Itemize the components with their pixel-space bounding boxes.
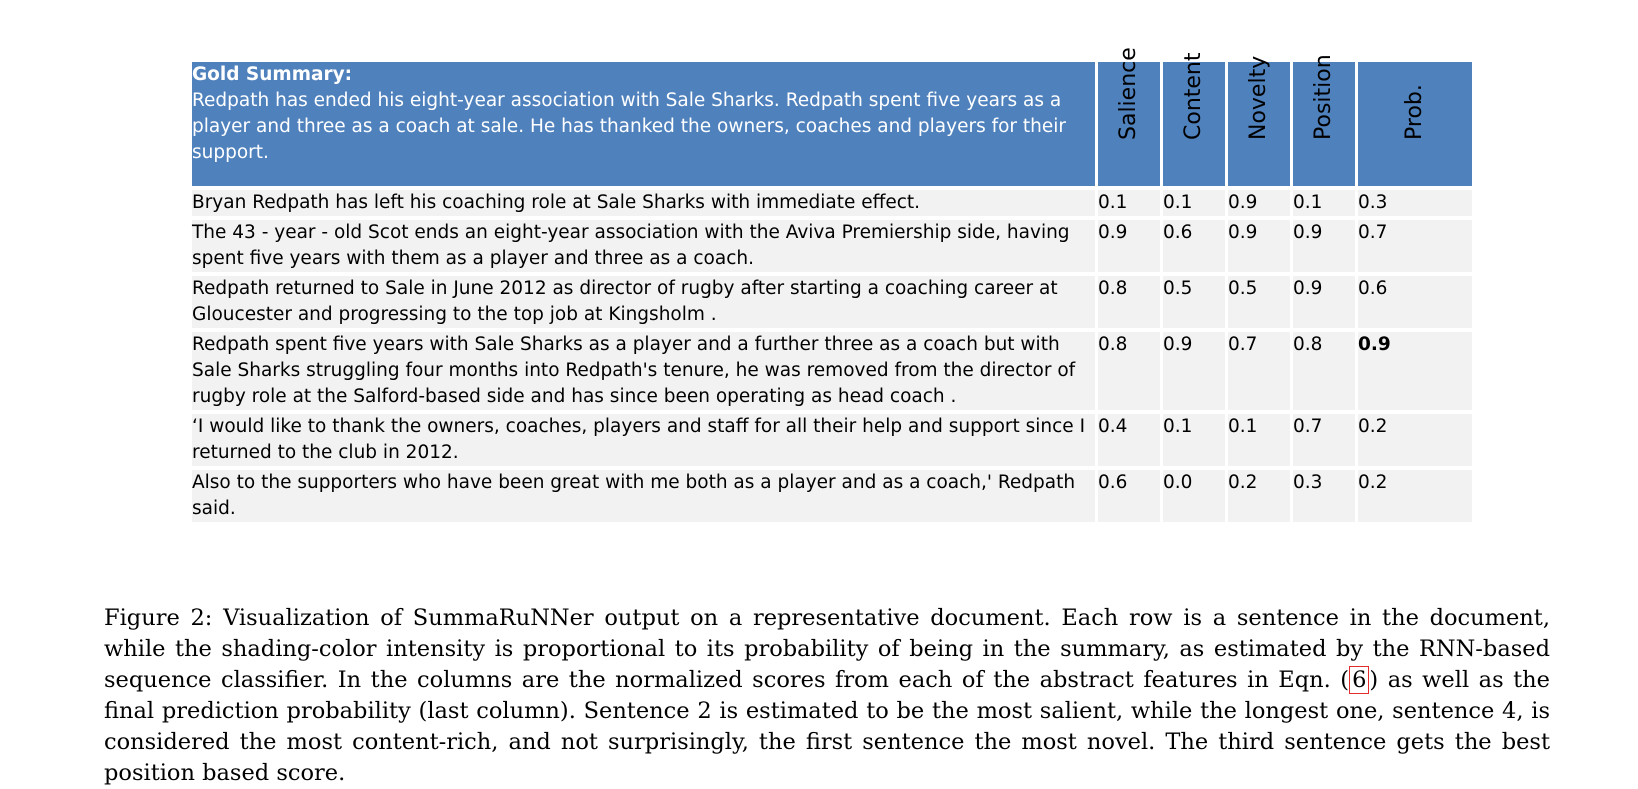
column-label: Salience — [1116, 47, 1141, 140]
score-cell: 0.1 — [1163, 190, 1228, 220]
table-row — [192, 470, 1472, 526]
score-cell: 0.4 — [1098, 414, 1163, 470]
caption-label: Figure 2: — [104, 605, 213, 631]
score-cell: 0.9 — [1293, 276, 1358, 332]
score-cell: 0.1 — [1293, 190, 1358, 220]
sentence-cell: The 43 - year - old Scot ends an eight-year association with the Aviva Premiership side, having spent five years with them as a player and three as a coach. — [192, 220, 1098, 276]
table-row — [192, 414, 1472, 470]
score-cell: 0.9 — [1293, 220, 1358, 276]
sentence-cell: Bryan Redpath has left his coaching role at Sale Sharks with immediate effect. — [192, 190, 1098, 220]
score-cell: 0.5 — [1228, 276, 1293, 332]
score-cell: 0.6 — [1098, 470, 1163, 526]
score-cell: 0.8 — [1293, 332, 1358, 414]
figure-table — [192, 47, 1472, 526]
score-cell-highlight: 0.9 — [1358, 332, 1472, 414]
score-cell: 0.9 — [1098, 220, 1163, 276]
score-cell: 0.1 — [1228, 414, 1293, 470]
caption-text-continued: ) as well as the final prediction probability (last column). Sentence 2 is estimated to be the most salient, while the longest one, sentence 4, is considered the most content-rich, and not surprisingly, the first sentence the most novel. The third sentence gets the best position based score. — [104, 667, 1550, 786]
score-cell: 0.9 — [1163, 332, 1228, 414]
score-cell: 0.7 — [1358, 220, 1472, 276]
column-header-novelty — [1228, 55, 1293, 190]
column-header-salience — [1098, 47, 1163, 190]
sentence-cell: Redpath spent five years with Sale Sharks as a player and a further three as a coach but with Sale Sharks struggling four months into Redpath's tenure, he was removed from the director of rugby role at the Salford-based side and has since been operating as head coach . — [192, 332, 1098, 414]
table-row — [192, 190, 1472, 220]
score-cell: 0.2 — [1228, 470, 1293, 526]
score-cell: 0.9 — [1228, 220, 1293, 276]
table-row — [192, 276, 1472, 332]
score-cell: 0.3 — [1293, 470, 1358, 526]
score-cell: 0.8 — [1098, 276, 1163, 332]
column-label: Novelty — [1246, 55, 1271, 140]
score-cell: 0.2 — [1358, 414, 1472, 470]
table-row — [192, 332, 1472, 414]
sentence-cell: Redpath returned to Sale in June 2012 as director of rugby after starting a coaching career at Gloucester and progressing to the top job at Kingsholm . — [192, 276, 1098, 332]
gold-summary-cell — [192, 62, 1098, 190]
table-row — [192, 220, 1472, 276]
gold-summary-text: Redpath has ended his eight-year association with Sale Sharks. Redpath spent five years as a player and three as a coach at sale. He has thanked the owners, coaches and players for their support. — [192, 90, 1067, 163]
score-cell: 0.3 — [1358, 190, 1472, 220]
score-cell: 0.6 — [1358, 276, 1472, 332]
figure-caption — [104, 603, 1550, 789]
column-label: Content — [1181, 52, 1206, 140]
score-cell: 0.5 — [1163, 276, 1228, 332]
column-label: Prob. — [1402, 84, 1427, 140]
score-cell: 0.9 — [1228, 190, 1293, 220]
score-cell: 0.8 — [1098, 332, 1163, 414]
score-cell: 0.1 — [1163, 414, 1228, 470]
column-header-content — [1163, 52, 1228, 190]
score-cell: 0.6 — [1163, 220, 1228, 276]
sentence-cell: Also to the supporters who have been great with me both as a player and as a coach,' Redpath said. — [192, 470, 1098, 526]
sentence-cell: ‘I would like to thank the owners, coaches, players and staff for all their help and support since I returned to the club in 2012. — [192, 414, 1098, 470]
caption-text: Visualization of SummaRuNNer output on a representative document. Each row is a sentence in the document, while the shading-color intensity is proportional to its probability of being in the summary, as estimated by the RNN-based sequence classifier. In the columns are the normalized scores from each of the abstract features in Eqn. ( — [104, 605, 1550, 693]
gold-summary-title: Gold Summary: — [192, 64, 353, 85]
score-cell: 0.7 — [1293, 414, 1358, 470]
equation-reference-link[interactable]: 6 — [1349, 666, 1369, 694]
score-cell: 0.0 — [1163, 470, 1228, 526]
score-cell: 0.1 — [1098, 190, 1163, 220]
header-row — [192, 62, 1472, 190]
column-header-prob — [1358, 62, 1472, 190]
column-header-position — [1293, 54, 1358, 190]
column-label: Position — [1311, 54, 1336, 140]
score-cell: 0.2 — [1358, 470, 1472, 526]
score-cell: 0.7 — [1228, 332, 1293, 414]
